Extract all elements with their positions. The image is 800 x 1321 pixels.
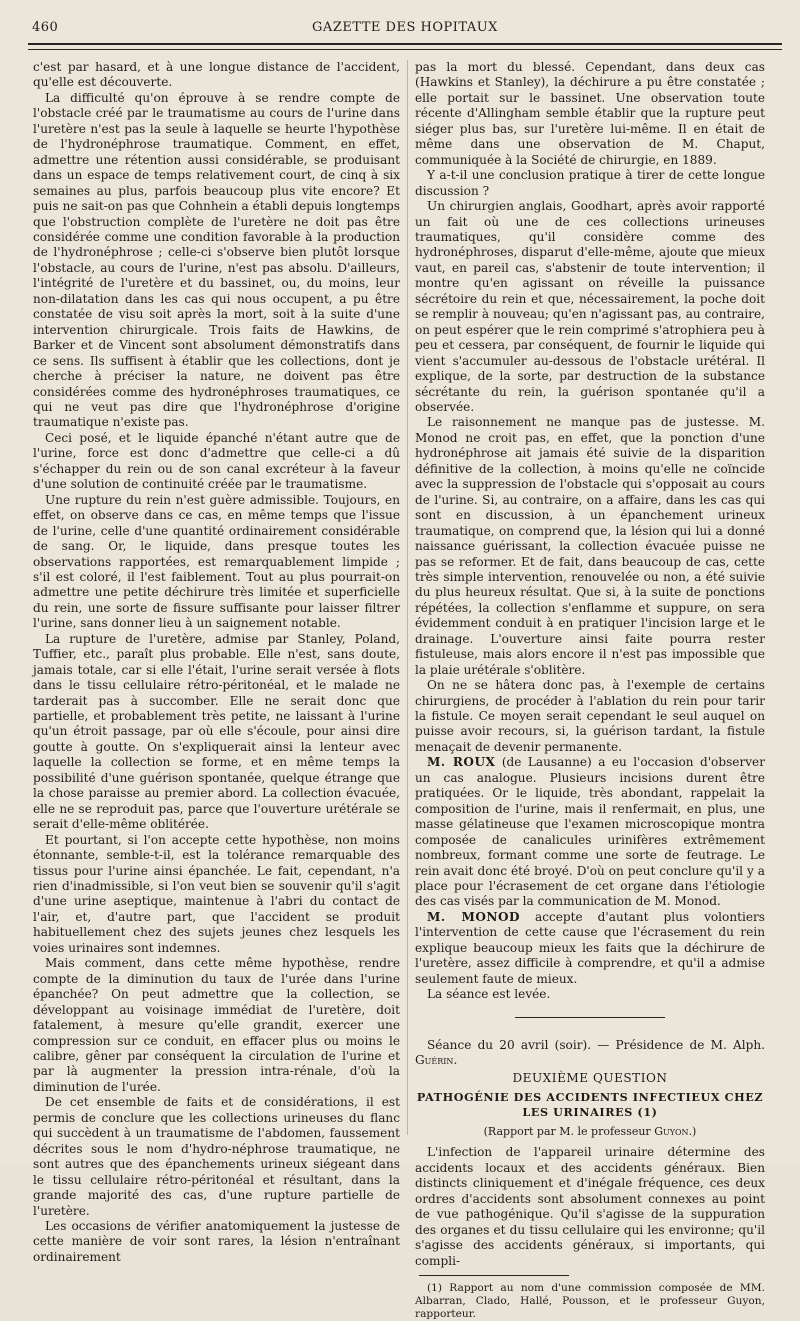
paragraph: La rupture de l'uretère, admise par Stanley, Poland, Tuffier, etc., paraît plus probable. Elle n'est, sans doute, jamais totale, car si elle l'était, l'urine serait versée à flots dans le tissu cellulaire rétro-péritonéal, et le malade ne tarderait pas à succomber. Elle ne serait donc que partielle, et probablement très petite, ne laissant à l'urine qu'un étroit passage, par où elle s'écoule, pour ainsi dire goutte à goutte. On s'expliquerait ainsi la lenteur avec laquelle la collection se forme, et en même temps la possibilité d'une guérison spontanée, quelque étrange que la chose paraisse au premier abord. La collection évacuée, elle ne se reproduit pas, parce que l'ouverture urétérale se serait d'elle-même oblitérée. — [33, 631, 400, 832]
session-president: Guérin — [415, 1053, 454, 1068]
paragraph: Ceci posé, et le liquide épanché n'étant autre que de l'urine, force est donc d'admettre que celle-ci a dû s'échapper du rein ou de son canal excréteur à la faveur d'une solution de continuité créée par le traumatisme. — [33, 430, 400, 492]
left-column — [33, 60, 400, 1264]
paragraph: L'infection de l'appareil urinaire détermine des accidents locaux et des accidents généraux. Bien distincts cliniquement et d'inégale fréquence, ces deux ordres d'accidents sont absolument connexes au point de vue pathogénique. Qu'il s'agisse de la suppuration des organes et du tissu cellulaire qui les environne; qu'il s'agisse des accidents généraux, si importants, qui compli- — [415, 1145, 765, 1268]
paragraph: Et pourtant, si l'on accepte cette hypothèse, non moins étonnante, semble-t-il, est la tolérance remarquable des tissus pour l'urine ainsi épanchée. Le fait, cependant, n'a rien d'inadmissible, si l'on veut bien se souvenir qu'il s'agit d'une urine aseptique, maintenue à l'abri du contact de l'air, et, d'autre part, que l'accident se produit habituellement chez des sujets jeunes chez lesquels les voies urinaires sont indemnes. — [33, 832, 400, 955]
session-suffix: . — [453, 1053, 458, 1068]
session-line — [415, 1038, 765, 1069]
page-header — [28, 18, 782, 40]
paragraph: Mais comment, dans cette même hypothèse, rendre compte de la diminution du taux de l'urée dans l'urine épanchée? On peut admettre que la collection, se développant au voisinage immédiat de l'uretère, doit fatalement, à mesure qu'elle grandit, exercer une compression sur ce conduit, en effacer plus ou moins le calibre, gêner par conséquent la circulation de l'urine et par là augmenter la pression intra-rénale, d'où la diminution de l'urée. — [33, 956, 400, 1094]
paragraph: Le raisonnement ne manque pas de justesse. M. Monod ne croit pas, en effet, que la ponction d'une hydronéphrose ait jamais été suivie de la disparition définitive de la collection, à moins qu'elle ne coïncide avec la suppression de l'obstacle qui s'opposait au cours de l'urine. Si, au contraire, on a affaire, dans les cas qui sont en discussion, à un épanchement urineux traumatique, on comprend que, la lésion qui lui a donné naissance guérissant, la collection évacuée puisse ne pas se reformer. Et de fait, dans beaucoup de cas, cette très simple intervention, renouvelée ou non, a été suivie du plus heureux résultat. Que si, à la suite de ponctions répétées, la collection s'enflamme et suppure, on sera évidemment conduit à en pratiquer l'incision large et le drainage. L'ouverture ainsi faite pourra rester fistuleuse, mais alors encore il n'est pas impossible que la plaie urétérale s'oblitère. — [415, 415, 765, 677]
session-prefix: Séance du 20 avril (soir). — Présidence de M. Alph. — [427, 1037, 765, 1052]
paragraph: De cet ensemble de faits et de considérations, il est permis de conclure que les collections urineuses du flanc qui succèdent à un traumatisme de l'abdomen, faussement décrites sous le nom d'hydro-néphrose traumatique, ne sont autres que des épanchements urineux siégeant dans le tissu cellulaire rétro-péritonéal et résultant, dans la grande majorité des cas, d'une rupture partielle de l'uretère. — [33, 1095, 400, 1218]
report-note-prefix: (Rapport par M. le professeur — [483, 1124, 655, 1138]
paragraph: Un chirurgien anglais, Goodhart, après avoir rapporté un fait où une de ces collections urineuses traumatiques, qu'il considère comme des hydronéphroses, disparut d'elle-même, ajoute que mieux vaut, en pareil cas, s'abstenir de toute intervention; il montre qu'en agissant on réveille la puissance sécrétoire du rein et que, nécessairement, la poche doit se remplir à nouveau; qu'en n'agissant pas, au contraire, on peut espérer que le rein comprimé s'atrophiera peu à peu et cessera, par conséquent, de fournir le liquide qui vient s'accumuler au-dessous de l'obstacle urétéral. Il explique, de la sorte, par destruction de la substance sécrétante du rein, la guérison spontanée qu'il a observée. — [415, 199, 765, 414]
report-note-name: Guyon — [654, 1124, 689, 1138]
header-rule-thin — [28, 49, 782, 50]
section-title: DEUXIÈME QUESTION — [512, 1070, 668, 1085]
roux-paragraph — [415, 755, 765, 910]
paragraph: La difficulté qu'on éprouve à se rendre compte de l'obstacle créé par le traumatisme au cours de l'urine dans l'uretère n'est pas la seule à laquelle se heurte l'hypothèse de l'hydronéphrose traumatique. Comment, en effet, admettre une rétention aussi considérable, se produisant dans un espace de temps relativement court, de cinq à six semaines au plus, parfois beaucoup plus vite encore? Et puis ne sait-on pas que Cohnhein a établi depuis longtemps que l'obstruction complète de l'uretère ne doit pas être considérée comme une condition favorable à la production de l'hydronéphrose ; celle-ci s'observe bien plutôt lorsque l'obstacle, au cours de l'urine, n'est pas absolu. D'ailleurs, l'intégrité de l'uretère et du bassinet, ou, du moins, leur non-dilatation dans les cas qui nous occupent, a pu être constatée de visu soit après la mort, soit à la suite d'une intervention chirurgicale. Trois faits de Hawkins, de Barker et de Vincent sont absolument démonstratifs dans ce sens. Ils suffisent à établir que les collections, dont je cherche à préciser la nature, ne doivent pas être considérées comme des hydronéphroses traumatiques, ce qui ne veut pas dire que l'hydronéphrose d'origine traumatique n'existe pas. — [33, 90, 400, 430]
column-divider — [407, 60, 408, 1135]
right-column — [415, 60, 765, 1320]
paragraph: c'est par hasard, et à une longue distance de l'accident, qu'elle est découverte. — [33, 60, 400, 90]
journal-title: GAZETTE DES HOPITAUX — [312, 20, 498, 35]
header-rule-thick — [28, 43, 782, 45]
report-note — [415, 1124, 765, 1139]
report-note-suffix: .) — [688, 1124, 697, 1138]
section-subtitle-line: PATHOGÉNIE DES ACCIDENTS INFECTIEUX CHEZ — [416, 1090, 764, 1104]
monod-text: accepte d'autant plus volontiers l'intervention de cette cause que l'écrasement du rein explique beaucoup mieux les faits que la déchirure de l'uretère, assez difficile à comprendre, et qu'il a admise seulement faute de mieux. — [415, 909, 765, 986]
section-subtitle-line: LES URINAIRES (1) — [522, 1105, 658, 1120]
paragraph: pas la mort du blessé. Cependant, dans deux cas (Hawkins et Stanley), la déchirure a pu être constatée ; elle portait sur le bassinet. Une observation toute récente d'Allingham semble établir que la rupture peut siéger plus bas, sur l'uretère lui-même. Il en était de même dans une observation de M. Chaput, communiquée à la Société de chirurgie, en 1889. — [415, 60, 765, 167]
section-separator — [515, 1017, 665, 1018]
monod-paragraph — [415, 910, 765, 987]
closing-line: La séance est levée. — [427, 987, 551, 1002]
speaker-name: M. MONOD — [427, 909, 520, 924]
paragraph: Une rupture du rein n'est guère admissible. Toujours, en effet, on observe dans ce cas, en même temps que l'issue de l'urine, celle d'une quantité ordinairement considérable de sang. Or, le liquide, dans presque toutes les observations rapportées, est remarquablement limpide ; s'il est coloré, il l'est faiblement. Tout au plus pourrait-on admettre une petite déchirure très limitée et superficielle du rein, une sorte de fissure suffisante pour laisser filtrer l'urine, sans donner lieu à un saignement notable. — [33, 492, 400, 631]
roux-text: (de Lausanne) a eu l'occasion d'observer un cas analogue. Plusieurs incisions durent être pratiquées. Or le liquide, très abondant, rappelait la composition de l'urine, mais il renfermait, en plus, une masse gélatineuse que l'examen microscopique montra composée de canalicules urinifères extrêmement nombreux, formant comme une sorte de feutrage. Le rein avait donc été broyé. D'où on peut conclure qu'il y a place pour l'écrasement de cet organe dans l'étiologie des cas visés par la communication de M. Monod. — [415, 755, 765, 909]
page-number: 460 — [32, 20, 59, 35]
speaker-name: M. ROUX — [427, 755, 496, 770]
footnote-rule — [419, 1275, 569, 1276]
paragraph: Y a-t-il une conclusion pratique à tirer de cette longue discussion ? — [415, 168, 765, 198]
paragraph: Les occasions de vérifier anatomiquement la justesse de cette manière de voir sont rares, la lésion n'entraînant ordinairement — [33, 1218, 400, 1264]
section-subtitle — [415, 1090, 765, 1121]
footnote: (1) Rapport au nom d'une commission composée de MM. Albarran, Clado, Hallé, Pousson, et le professeur Guyon, rapporteur. — [415, 1281, 765, 1320]
paragraph: On ne se hâtera donc pas, à l'exemple de certains chirurgiens, de procéder à l'ablation du rein pour tarir la fistule. Ce moyen serait cependant le seul auquel on puisse avoir recours, si, la guérison tardant, la fistule menaçait de devenir permanente. — [415, 678, 765, 754]
